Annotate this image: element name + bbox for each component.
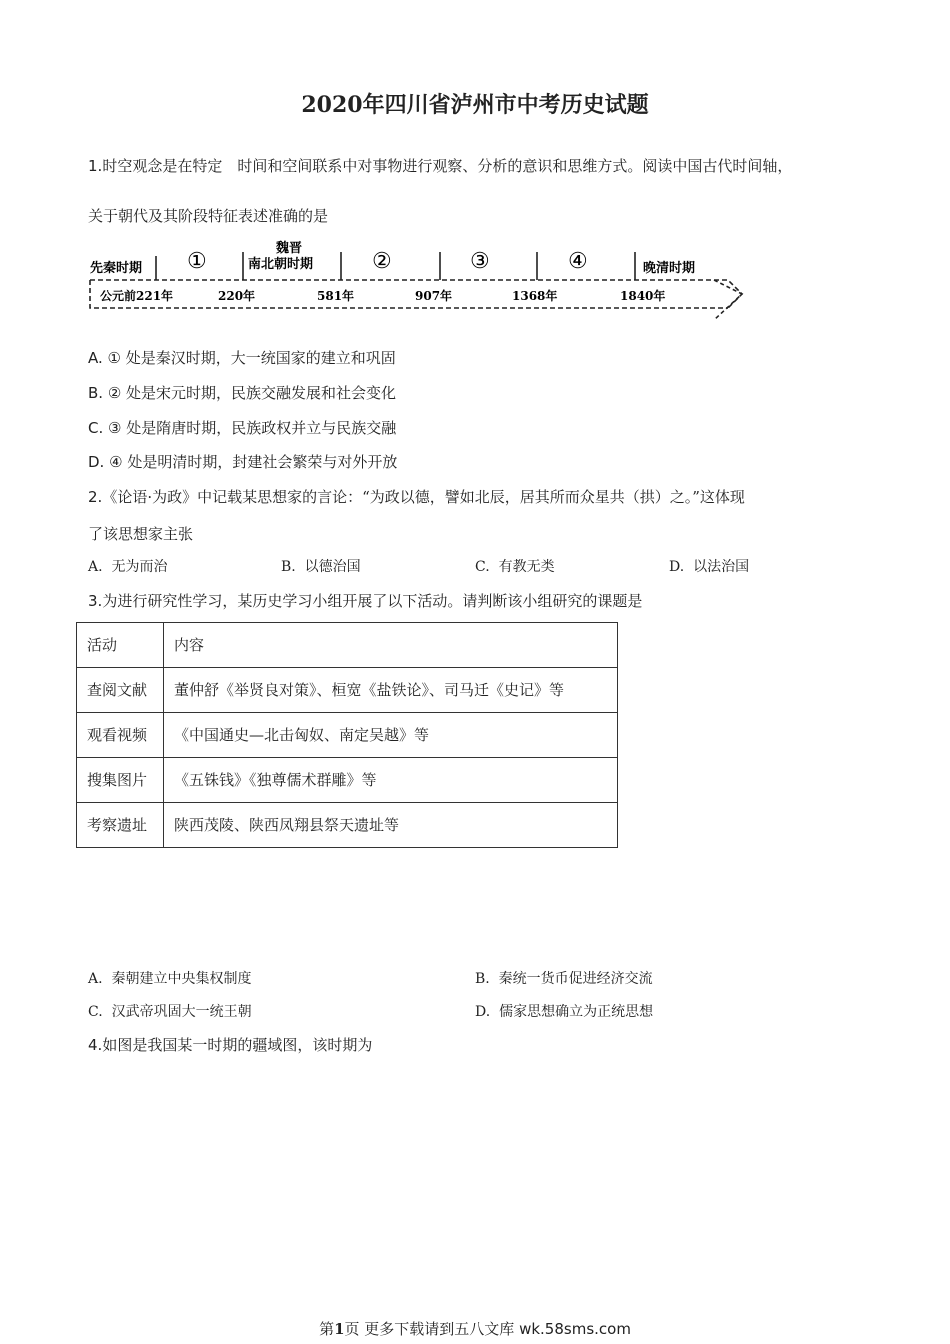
period-nanbeichao: 南北朝时期 [248,257,314,272]
q2-option-a[interactable] [88,557,167,577]
q2-stem-1: 《论语·为政》中记载某思想家的言论：“为政以德，譬如北辰，居其所而众星共（拱）之。”这体现 [102,488,745,506]
page-number: 1 [334,1320,345,1338]
q4-line1 [88,1035,372,1055]
option-letter: A. [88,349,103,367]
option-text: ④ 处是明清时期，封建社会繁荣与对外开放 [109,453,398,471]
q2-line1 [88,487,745,507]
q2-number: 2. [88,488,103,506]
marker-4: ④ [568,249,588,274]
q1-number: 1. [88,157,103,175]
q4-stem: 如图是我国某一时期的疆域图，该时期为 [102,1036,373,1054]
option-letter: D. [475,1004,491,1020]
option-text: 以德治国 [304,559,361,575]
option-letter: A. [88,559,103,575]
q2-stem-2: 了该思想家主张 [88,525,194,543]
marker-2: ② [372,249,392,274]
option-letter: A. [88,971,103,987]
table-row [77,758,618,803]
q1-stem-1: 时空观念是在特定 时间和空间联系中对事物进行观察、分析的意识和思维方式。阅读中国古代时间轴， [102,157,793,175]
content-cell: 陕西茂陵、陕西凤翔县祭天遗址等 [164,803,618,848]
option-letter: C. [475,559,490,575]
footer-url[interactable]: wk.58sms.com [519,1320,631,1338]
table-header-row [77,623,618,668]
content-cell: 《中国通史—北击匈奴、南定吴越》等 [164,713,618,758]
q2-option-d[interactable] [669,557,749,577]
page-title: 2020年四川省泸州市中考历史试题 [301,92,649,118]
activity-cell: 搜集图片 [77,758,164,803]
date-907: 907年 [415,289,453,303]
table-row [77,668,618,713]
period-xianqin: 先秦时期 [90,261,143,276]
period-weijin: 魏晋 [276,241,303,256]
content-cell: 董仲舒《举贤良对策》、桓宽《盐铁论》、司马迁《史记》等 [164,668,618,713]
timeline-figure [86,236,750,324]
date-581: 581年 [317,289,355,303]
table-row [77,713,618,758]
option-text: 秦朝建立中央集权制度 [111,971,252,987]
q1-option-b[interactable] [88,383,396,403]
q2-option-c[interactable] [475,557,555,577]
option-text: ① 处是秦汉时期，大一统国家的建立和巩固 [107,349,396,367]
q3-number: 3. [88,592,103,610]
q1-option-c[interactable] [88,418,396,438]
option-text: 秦统一货币促进经济交流 [498,971,653,987]
header-content: 内容 [164,623,618,668]
date-220: 220年 [218,289,256,303]
option-text: 无为而治 [111,559,168,575]
activity-table [76,622,618,848]
q1-option-d[interactable] [88,452,397,472]
option-text: ② 处是宋元时期，民族交融发展和社会变化 [107,384,397,402]
q3-line1 [88,591,642,611]
option-text: 儒家思想确立为正统思想 [499,1004,654,1020]
option-letter: D. [669,559,685,575]
q3-option-a[interactable] [88,969,251,989]
q4-number: 4. [88,1036,103,1054]
activity-cell: 查阅文献 [77,668,164,713]
timeline-arrowhead [714,280,742,320]
option-text: 汉武帝巩固大一统王朝 [111,1004,252,1020]
page-footer [0,1318,950,1339]
footer-prefix: 第 [319,1320,335,1338]
activity-cell: 观看视频 [77,713,164,758]
date-1368: 1368年 [512,289,558,303]
header-activity: 活动 [77,623,164,668]
q3-option-b[interactable] [475,969,653,989]
activity-cell: 考察遗址 [77,803,164,848]
q3-option-d[interactable] [475,1002,653,1022]
footer-text: 页 更多下载请到五八文库 [344,1320,515,1338]
option-letter: C. [88,419,104,437]
q3-stem: 为进行研究性学习，某历史学习小组开展了以下活动。请判断该小组研究的课题是 [102,592,643,610]
marker-1: ① [187,249,207,274]
option-text: ③ 处是隋唐时期，民族政权并立与民族交融 [108,419,397,437]
q3-option-c[interactable] [88,1002,252,1022]
marker-3: ③ [470,249,490,274]
option-letter: B. [281,559,296,575]
option-letter: C. [88,1004,103,1020]
content-cell: 《五铢钱》《独尊儒术群雕》等 [164,758,618,803]
q1-stem-2: 关于朝代及其阶段特征表述准确的是 [88,207,329,225]
option-letter: B. [475,971,490,987]
option-text: 以法治国 [693,559,750,575]
table-row [77,803,618,848]
q1-line1 [88,156,792,176]
option-letter: B. [88,384,104,402]
option-letter: D. [88,453,105,471]
option-text: 有教无类 [498,559,555,575]
date-1840: 1840年 [620,289,666,303]
q1-option-a[interactable] [88,348,396,368]
q2-option-b[interactable] [281,557,361,577]
date-221bc: 公元前221年 [100,289,174,303]
period-wanqing: 晚清时期 [643,261,696,276]
